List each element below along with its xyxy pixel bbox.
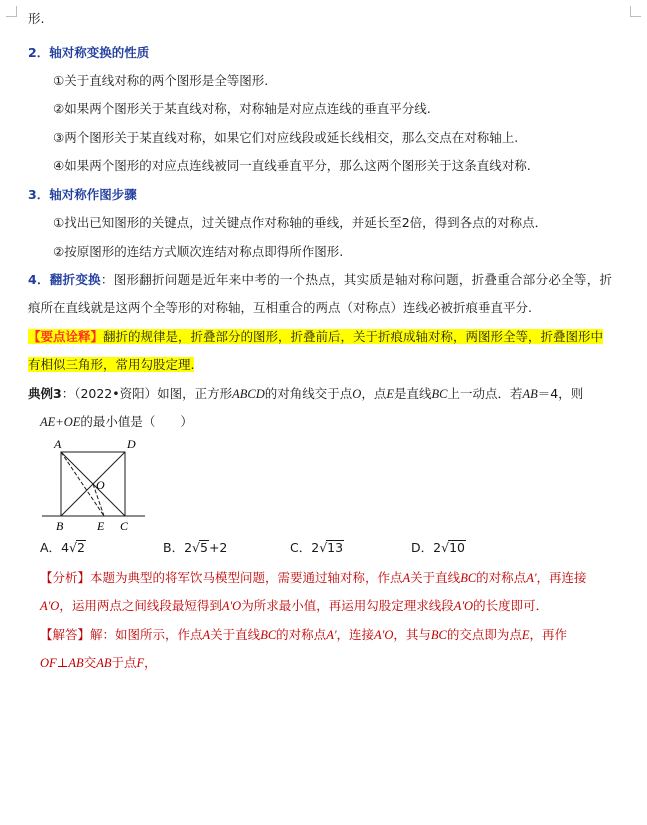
math-var: BC xyxy=(260,628,277,642)
geometry-figure xyxy=(40,436,150,536)
math-var: BC xyxy=(431,387,448,401)
example-question-line xyxy=(28,386,583,402)
section-4-title: 4．翻折变换 xyxy=(28,272,101,287)
continued-text: 形. xyxy=(28,11,45,26)
option-coef: 2 xyxy=(433,540,442,555)
key-point-badge: 【要点诠释】 xyxy=(28,329,104,344)
property-item: ③两个图形关于某直线对称，如果它们对应线段或延长线相交，那么交点在对称轴上. xyxy=(53,130,519,145)
option-coef: 2 xyxy=(184,540,193,555)
option-label: C． xyxy=(290,540,312,555)
option-label: D． xyxy=(411,540,434,555)
math-var: A'O xyxy=(40,599,60,613)
section-2-title: 2．轴对称变换的性质 xyxy=(28,45,150,60)
option-label: B． xyxy=(163,540,185,555)
radicand: 2 xyxy=(76,540,85,555)
solution-text: ，连接 xyxy=(336,627,375,642)
analysis-line xyxy=(40,570,587,586)
example-text: 的对角线交于点 xyxy=(264,386,353,401)
label-d: D xyxy=(127,437,136,451)
example-text: 是直线 xyxy=(393,386,432,401)
option-coef: 2 xyxy=(311,540,320,555)
math-var: E xyxy=(386,387,394,401)
property-item: ④如果两个图形的对应点连线被同一直线垂直平分，那么这两个图形关于这条直线对称. xyxy=(53,158,531,173)
label-b: B xyxy=(56,519,64,533)
solution-label: 【解答】 xyxy=(40,627,91,642)
example-text: 的最小值是（ ） xyxy=(80,414,193,429)
math-var: F xyxy=(136,656,145,670)
math-var: BC xyxy=(430,628,447,642)
analysis-label: 【分析】 xyxy=(40,570,91,585)
math-var: A xyxy=(402,571,411,585)
analysis-text: 的长度即可． xyxy=(473,598,549,613)
solution-text: 的交点即为点 xyxy=(446,627,522,642)
solution-text: ，再作 xyxy=(529,627,568,642)
analysis-line xyxy=(40,598,548,614)
math-var: A'O xyxy=(374,628,394,642)
analysis-text: 为所求最小值，再运用勾股定理求线段 xyxy=(241,598,454,613)
section-3-title: 3．轴对称作图步骤 xyxy=(28,187,137,202)
key-point-text: 有相似三角形，常用勾股定理. xyxy=(28,357,195,372)
key-point-line xyxy=(28,357,194,373)
section-4-text: ：图形翻折问题是近年来中考的一个热点，其实质是轴对称问题，折叠重合部分必全等，折 xyxy=(100,272,612,287)
math-var: A' xyxy=(326,628,337,642)
math-var: E xyxy=(521,628,530,642)
math-var: AB xyxy=(522,387,538,401)
section-4-paragraph-line: 痕所在直线就是这两个全等形的对称轴，互相重合的两点（对称点）连线必被折痕垂直平分. xyxy=(28,300,532,315)
option-label: A． xyxy=(40,540,62,555)
math-var: BC xyxy=(460,571,477,585)
analysis-text: 关于直线 xyxy=(410,570,461,585)
analysis-text: ，运用两点之间线段最短得到 xyxy=(59,598,222,613)
example-label: 典例3 xyxy=(28,386,62,401)
solution-text: 的对称点 xyxy=(276,627,327,642)
math-var: A xyxy=(202,628,211,642)
step-item: ②按原图形的连结方式顺次连结对称点即得所作图形. xyxy=(53,244,344,259)
solution-line xyxy=(40,627,567,643)
solution-text: 于点 xyxy=(111,655,137,670)
example-question-line xyxy=(40,414,193,430)
solution-line xyxy=(40,655,157,671)
math-var: A'O xyxy=(453,599,474,613)
math-var: A'O xyxy=(221,599,242,613)
example-text: ：（2022•资阳）如图，正方形 xyxy=(61,386,233,401)
math-var: OF⊥AB xyxy=(40,656,84,670)
option-tail: +2 xyxy=(208,540,228,555)
math-var: AE+OE xyxy=(40,415,81,429)
example-text: 上一动点．若 xyxy=(447,386,523,401)
example-text: ＝4，则 xyxy=(537,386,584,401)
label-e: E xyxy=(97,519,105,533)
solution-text: 交 xyxy=(83,655,97,670)
example-text: ，点 xyxy=(361,386,387,401)
solution-text: 解：如图所示，作点 xyxy=(90,627,203,642)
label-c: C xyxy=(120,519,129,533)
radicand: 13 xyxy=(327,540,344,555)
solution-text: ，其与 xyxy=(393,627,431,642)
step-item: ①找出已知图形的关键点，过关键点作对称轴的垂线，并延长至2倍，得到各点的对称点． xyxy=(53,215,548,230)
option-b[interactable]: B．2√5+2 xyxy=(163,540,228,555)
label-o: O xyxy=(96,478,105,492)
analysis-text: 本题为典型的将军饮马模型问题，需要通过轴对称，作点 xyxy=(90,570,403,585)
page-corner-mark xyxy=(6,6,17,17)
section-4-paragraph-line xyxy=(28,272,612,288)
analysis-text: ，再连接 xyxy=(536,570,587,585)
option-c[interactable]: C．2√13 xyxy=(290,540,344,555)
property-item: ②如果两个图形关于某直线对称，对称轴是对应点连线的垂直平分线. xyxy=(53,101,431,116)
solution-text: 关于直线 xyxy=(210,627,261,642)
key-point-line xyxy=(28,329,603,345)
solution-text: ， xyxy=(144,655,157,670)
key-point-text: 翻折的规律是，折叠部分的图形，折叠前后，关于折痕成轴对称，两图形全等，折叠图形中 xyxy=(103,329,604,344)
math-var: O xyxy=(352,387,362,401)
option-d[interactable]: D．2√10 xyxy=(411,540,465,555)
math-var: A' xyxy=(526,571,537,585)
property-item: ①关于直线对称的两个图形是全等图形. xyxy=(53,73,269,88)
analysis-text: 的对称点 xyxy=(476,570,527,585)
page-corner-mark xyxy=(630,6,641,17)
option-a[interactable]: A．4√2 xyxy=(40,540,85,555)
math-var: ABCD xyxy=(232,387,265,401)
radicand: 5 xyxy=(200,540,208,555)
math-var: AB xyxy=(96,656,112,670)
radicand: 10 xyxy=(449,540,465,555)
option-coef: 4 xyxy=(61,540,70,555)
label-a: A xyxy=(54,437,62,451)
